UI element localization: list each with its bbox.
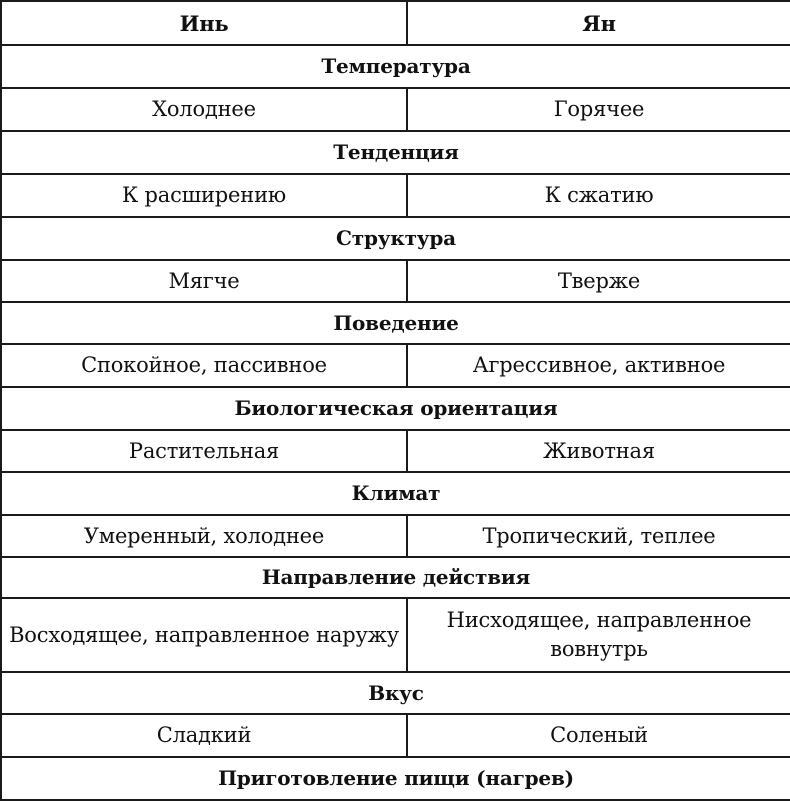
yin-value: Холоднее xyxy=(1,88,407,131)
value-row xyxy=(1,430,790,472)
category-taste: Вкус xyxy=(1,672,790,714)
category-cooking-heat: Приготовление пищи (нагрев) xyxy=(1,757,790,800)
yang-value: Животная xyxy=(407,430,790,472)
category-tendency: Тенденция xyxy=(1,131,790,174)
value-row xyxy=(1,515,790,557)
category-behavior: Поведение xyxy=(1,302,790,344)
yang-value: Агрессивное, активное xyxy=(407,344,790,387)
category-row xyxy=(1,472,790,515)
yin-value: Сладкий xyxy=(1,714,407,757)
yang-value: Горячее xyxy=(407,88,790,131)
value-row xyxy=(1,344,790,387)
category-structure: Структура xyxy=(1,217,790,260)
category-row xyxy=(1,131,790,174)
category-biological-orientation: Биологическая ориентация xyxy=(1,387,790,430)
yang-value: К сжатию xyxy=(407,174,790,217)
yin-value: Умеренный, холоднее xyxy=(1,515,407,557)
category-row xyxy=(1,217,790,260)
value-row xyxy=(1,260,790,302)
header-yang: Ян xyxy=(407,1,790,45)
category-row xyxy=(1,557,790,598)
yang-value: Тропический, теплее xyxy=(407,515,790,557)
yin-value: К расширению xyxy=(1,174,407,217)
category-row xyxy=(1,45,790,88)
yin-value: Мягче xyxy=(1,260,407,302)
yang-value: Соленый xyxy=(407,714,790,757)
category-temperature: Температура xyxy=(1,45,790,88)
yin-value: Растительная xyxy=(1,430,407,472)
category-climate: Климат xyxy=(1,472,790,515)
value-row xyxy=(1,174,790,217)
yin-value: Восходящее, направленное наружу xyxy=(1,598,407,672)
value-row xyxy=(1,598,790,672)
category-row xyxy=(1,672,790,714)
header-row xyxy=(1,1,790,45)
category-row xyxy=(1,757,790,800)
value-row xyxy=(1,714,790,757)
yin-value: Спокойное, пассивное xyxy=(1,344,407,387)
category-direction-of-action: Направление действия xyxy=(1,557,790,598)
value-row xyxy=(1,88,790,131)
category-row xyxy=(1,302,790,344)
yang-value: Тверже xyxy=(407,260,790,302)
yang-value: Нисходящее, направленное вовнутрь xyxy=(407,598,790,672)
header-yin: Инь xyxy=(1,1,407,45)
category-row xyxy=(1,387,790,430)
